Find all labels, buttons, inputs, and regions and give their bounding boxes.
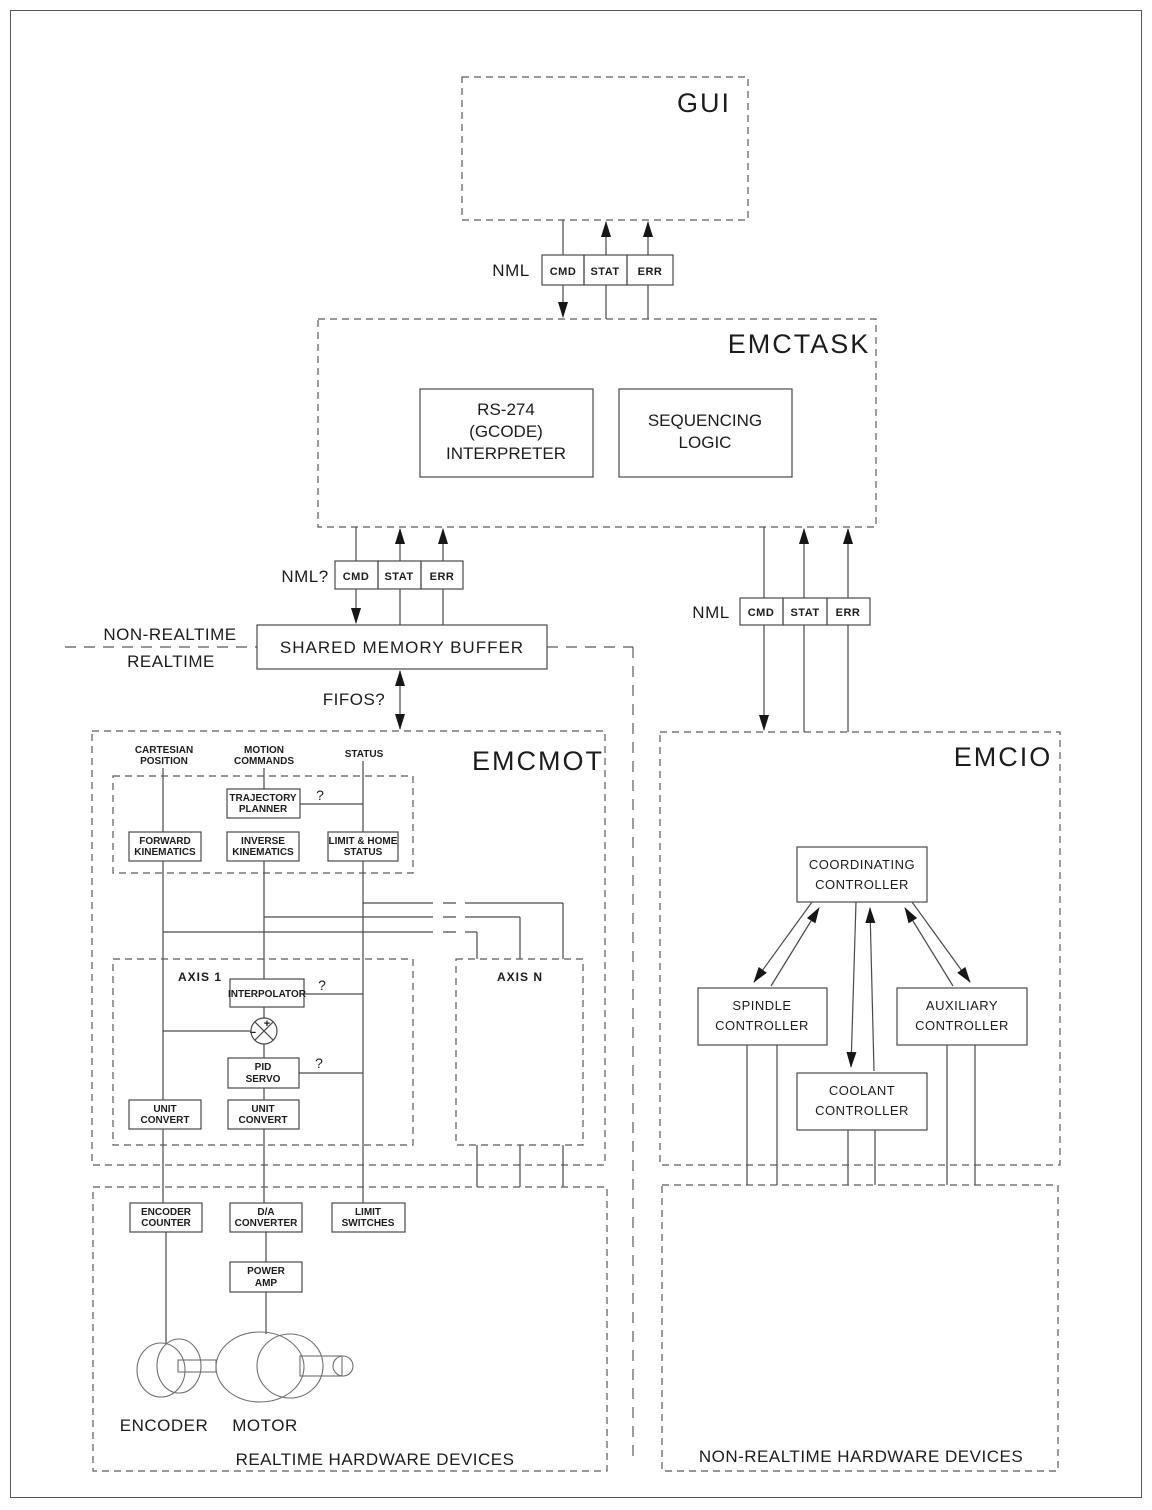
nonrealtime-hardware-outline xyxy=(662,1185,1058,1471)
inverse-kinematics-line1: INVERSE xyxy=(241,836,285,847)
buffer-label: SHARED MEMORY BUFFER xyxy=(279,638,525,657)
nml-top-label: NML xyxy=(492,261,530,280)
auxiliary-to-coord-arrow xyxy=(905,908,953,986)
coolant-line2: CONTROLLER xyxy=(815,1103,909,1118)
nml-left-err: ERR xyxy=(429,571,455,583)
limit-home-line1: LIMIT & HOME xyxy=(328,836,398,847)
interpreter-line1: RS-274 xyxy=(477,400,535,419)
axis1-label: AXIS 1 xyxy=(177,970,223,984)
shared-memory-buffer xyxy=(257,625,547,669)
coord-to-spindle-arrow xyxy=(754,902,812,982)
auxiliary-line2: CONTROLLER xyxy=(915,1018,1009,1033)
emctask-box xyxy=(318,319,876,527)
axis1-box xyxy=(113,959,413,1145)
unit-convert-left-line2: CONVERT xyxy=(140,1115,190,1126)
motor-shaft-end xyxy=(333,1356,353,1376)
coordinating-line2: CONTROLLER xyxy=(815,877,909,892)
question-mark-1: ? xyxy=(316,787,324,803)
cartesian-col-label2: POSITION xyxy=(140,756,188,767)
inverse-kinematics-line2: KINEMATICS xyxy=(232,847,294,858)
auxiliary-controller-box xyxy=(897,988,1027,1045)
question-mark-2: ? xyxy=(318,977,326,993)
emcio-arrows xyxy=(754,902,970,1071)
nml-right-cmd: CMD xyxy=(747,607,775,619)
coolant-controller-box xyxy=(797,1073,927,1130)
axisn-outline xyxy=(456,959,583,1145)
spindle-controller-box xyxy=(698,988,827,1045)
emcmot-box xyxy=(92,731,605,1203)
limit-home-line2: STATUS xyxy=(343,847,383,858)
limit-switches-line2: SWITCHES xyxy=(341,1218,395,1229)
encoder-counter-line1: ENCODER xyxy=(140,1207,192,1218)
nml-top-cmd: CMD xyxy=(549,266,577,278)
nml-top-err: ERR xyxy=(637,266,663,278)
sequencing-line1: SEQUENCING xyxy=(647,411,763,430)
pid-line1: PID xyxy=(254,1062,272,1073)
emctask-title: EMCTASK xyxy=(727,329,871,359)
gui-title: GUI xyxy=(676,88,732,118)
cartesian-col-label1: CARTESIAN xyxy=(134,745,194,756)
encoder-drawing xyxy=(137,1339,216,1397)
motor-drawing xyxy=(216,1332,353,1402)
forward-kinematics-line1: FORWARD xyxy=(139,836,191,847)
emcio-outline xyxy=(660,732,1060,1165)
sum-minus-sign: − xyxy=(249,1027,257,1039)
interpolator-label: INTERPOLATOR xyxy=(228,989,306,1000)
gui-box xyxy=(462,77,748,220)
interpreter-line2: (GCODE) xyxy=(469,422,543,441)
coolant-line1: COOLANT xyxy=(828,1083,896,1098)
axisn-box xyxy=(456,959,583,1145)
motor-body-front xyxy=(257,1334,323,1398)
da-converter-line2: CONVERTER xyxy=(234,1218,298,1229)
power-amp-line1: POWER xyxy=(247,1266,285,1277)
nml-left-label: NML? xyxy=(281,567,329,586)
unit-convert-mid-line1: UNIT xyxy=(251,1104,275,1115)
sequencing-line2: LOGIC xyxy=(678,433,732,452)
spindle-to-coord-arrow xyxy=(771,908,819,986)
status-col-label: STATUS xyxy=(344,749,384,760)
nml-top-channel xyxy=(492,220,673,319)
emcio-title: EMCIO xyxy=(953,742,1053,772)
nml-right-label: NML xyxy=(692,603,730,622)
motion-col-label1: MOTION xyxy=(244,745,284,756)
motor-label: MOTOR xyxy=(232,1416,298,1435)
trajectory-line2: PLANNER xyxy=(238,804,288,815)
auxiliary-line1: AUXILIARY xyxy=(925,998,999,1013)
encoder-counter-line2: COUNTER xyxy=(141,1218,191,1229)
emcio-box xyxy=(660,732,1060,1185)
coordinating-line1: COORDINATING xyxy=(808,857,916,872)
coord-to-auxiliary-arrow xyxy=(912,902,970,982)
encoder-label: ENCODER xyxy=(119,1416,209,1435)
unit-convert-mid-line2: CONVERT xyxy=(238,1115,288,1126)
nml-left-stat: STAT xyxy=(384,571,414,583)
spindle-line2: CONTROLLER xyxy=(715,1018,809,1033)
forward-kinematics-line2: KINEMATICS xyxy=(134,847,196,858)
nml-left-cmd: CMD xyxy=(342,571,370,583)
realtime-label: REALTIME xyxy=(127,652,215,671)
motor-body-rear xyxy=(216,1332,304,1402)
encoder-body-front xyxy=(157,1339,201,1393)
coolant-to-coord-arrow xyxy=(870,908,874,1071)
coordinating-controller-box xyxy=(797,847,927,902)
fifos-label: FIFOS? xyxy=(322,690,386,709)
nonrealtime-hardware-title: NON-REALTIME HARDWARE DEVICES xyxy=(698,1447,1024,1466)
nml-right-stat: STAT xyxy=(790,607,820,619)
unit-convert-left-line1: UNIT xyxy=(153,1104,177,1115)
coord-to-coolant-arrow xyxy=(851,902,856,1067)
sum-plus-sign: + xyxy=(263,1018,271,1030)
limit-switches-line1: LIMIT xyxy=(354,1207,382,1218)
nonrealtime-hardware-box xyxy=(662,1185,1058,1471)
axisn-label: AXIS N xyxy=(496,970,544,984)
spindle-line1: SPINDLE xyxy=(732,998,792,1013)
nml-left-channel xyxy=(281,527,463,625)
motion-col-label2: COMMANDS xyxy=(234,756,294,767)
fifos-link xyxy=(323,671,400,729)
nml-top-stat: STAT xyxy=(590,266,620,278)
pid-line2: SERVO xyxy=(245,1074,281,1085)
trajectory-line1: TRAJECTORY xyxy=(229,793,297,804)
question-mark-3: ? xyxy=(315,1055,323,1071)
kinematics-group-outline xyxy=(113,776,413,873)
realtime-hardware-title: REALTIME HARDWARE DEVICES xyxy=(235,1450,515,1469)
interpreter-line3: INTERPRETER xyxy=(446,444,566,463)
non-realtime-label: NON-REALTIME xyxy=(103,625,237,644)
realtime-hardware-box xyxy=(93,1187,607,1471)
da-converter-line1: D/A xyxy=(257,1207,275,1218)
nml-right-channel xyxy=(692,527,870,732)
emcmot-title: EMCMOT xyxy=(472,746,604,776)
power-amp-line2: AMP xyxy=(254,1278,278,1289)
nml-right-err: ERR xyxy=(835,607,861,619)
